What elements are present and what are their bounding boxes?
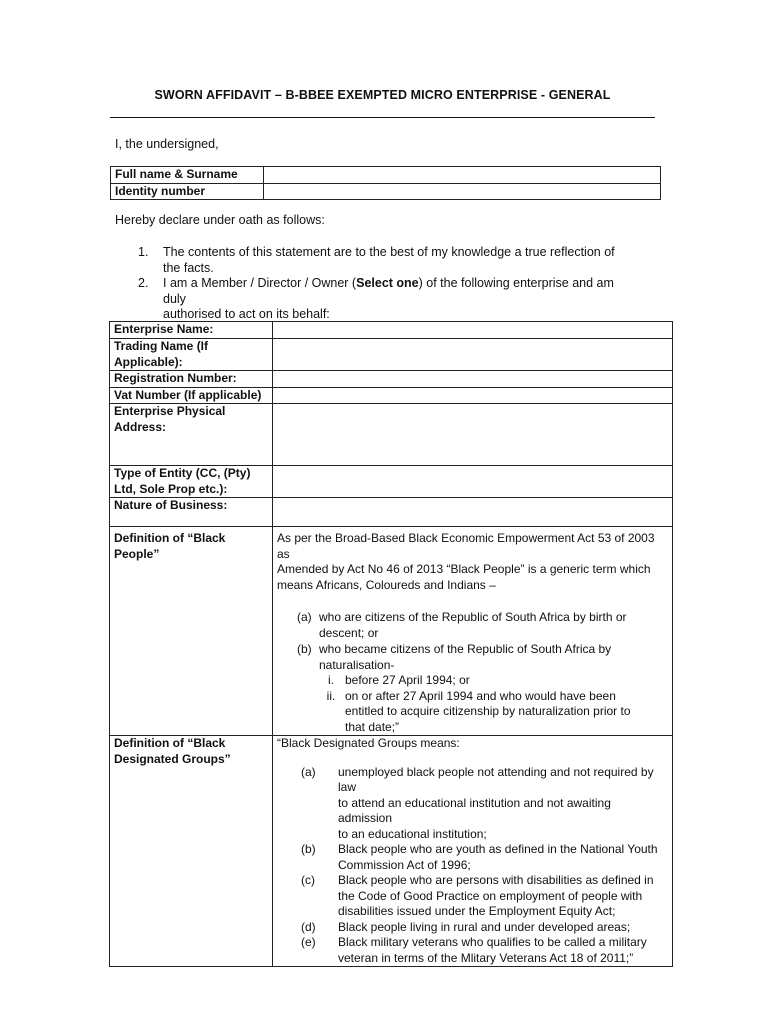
item-1-number: 1. (138, 245, 149, 259)
item-text: naturalisation- (319, 657, 395, 672)
black-people-definition (273, 527, 673, 736)
black-people-label-line-2: People” (114, 546, 160, 561)
enterprise-table (109, 321, 673, 967)
item-text: before 27 April 1994; or (345, 673, 470, 687)
item-text: unemployed black people not attending and not required by law (338, 764, 654, 794)
designated-group-item (277, 935, 668, 966)
declare-text: Hereby declare under oath as follows: (115, 213, 325, 227)
nature-of-business-label: Nature of Business: (110, 498, 273, 527)
registration-number-field[interactable] (273, 371, 673, 388)
black-people-item-i (317, 673, 668, 689)
item-text: Commission Act of 1996; (338, 857, 471, 872)
trading-name-label-line-1: Trading Name (If (114, 339, 209, 353)
identity-number-field[interactable] (264, 183, 661, 200)
item-2-text-c: authorised to act on its behalf: (163, 307, 330, 321)
full-name-field[interactable] (264, 167, 661, 184)
item-text: entitled to acquire citizenship by naturalization prior to (345, 704, 631, 718)
item-key: (c) (301, 873, 315, 887)
identity-number-label: Identity number (111, 183, 264, 200)
item-key: (d) (301, 919, 316, 934)
item-key: (b) (301, 842, 316, 856)
item-key: (b) (297, 642, 312, 656)
black-people-item-ii (317, 689, 668, 736)
black-people-intro-3: means Africans, Coloureds and Indians – (277, 577, 496, 592)
trading-name-label (110, 339, 273, 371)
designated-group-item (277, 920, 668, 936)
entity-type-label (110, 466, 273, 498)
designated-groups-list (277, 765, 668, 967)
designated-group-item (277, 873, 668, 920)
item-2-text-a: I am a Member / Director / Owner ( (163, 276, 357, 290)
table-row (110, 322, 673, 339)
identity-table (110, 166, 661, 200)
item-2-number: 2. (138, 276, 149, 290)
item-text: Black people who are persons with disabilities as defined in (338, 873, 654, 887)
black-people-item-a (297, 610, 668, 641)
table-row (110, 371, 673, 388)
item-text: disabilities issued under the Employment Equity Act; (338, 904, 616, 918)
item-text: Black military veterans who qualifies to be called a military (338, 935, 647, 949)
item-2-select-one: Select one (356, 276, 419, 290)
black-people-item-b (297, 642, 668, 673)
item-text: Black people living in rural and under developed areas; (338, 919, 631, 934)
vat-number-field[interactable] (273, 387, 673, 404)
table-row (110, 736, 673, 967)
physical-address-field[interactable] (273, 404, 673, 466)
trading-name-field[interactable] (273, 339, 673, 371)
table-row (110, 387, 673, 404)
registration-number-label: Registration Number: (110, 371, 273, 388)
title-rule (110, 117, 655, 118)
designated-groups-label (110, 736, 273, 967)
table-row (110, 466, 673, 498)
black-people-label (110, 527, 273, 736)
item-key: (e) (301, 935, 316, 949)
table-row (110, 404, 673, 466)
item-text: descent; or (319, 625, 379, 640)
designated-groups-label-line-2: Designated Groups” (114, 751, 231, 766)
item-text: veteran in terms of the Mlitary Veterans Act 18 of 2011;” (338, 950, 634, 965)
table-row (111, 167, 661, 184)
full-name-label: Full name & Surname (111, 167, 264, 184)
vat-number-label: Vat Number (If applicable) (110, 387, 273, 404)
black-people-label-line-1: Definition of “Black (114, 531, 226, 545)
nature-of-business-field[interactable] (273, 498, 673, 527)
item-text: that date;” (345, 719, 400, 734)
item-key: (a) (297, 610, 312, 624)
table-row (111, 183, 661, 200)
physical-address-label (110, 404, 273, 466)
designated-group-item (277, 765, 668, 843)
trading-name-label-line-2: Applicable): (114, 354, 183, 369)
item-2-text (163, 276, 633, 323)
designated-group-item (277, 842, 668, 873)
item-text: who are citizens of the Republic of South Africa by birth or (319, 610, 627, 624)
designated-groups-intro: “Black Designated Groups means: (277, 736, 460, 750)
intro-text: I, the undersigned, (115, 137, 219, 151)
table-row (110, 339, 673, 371)
enterprise-name-field[interactable] (273, 322, 673, 339)
physical-address-label-line-2: Address: (114, 419, 167, 434)
item-text: the Code of Good Practice on employment of people with (338, 888, 643, 903)
entity-type-field[interactable] (273, 466, 673, 498)
entity-type-label-line-2: Ltd, Sole Prop etc.): (114, 481, 228, 496)
item-text: to an educational institution; (338, 826, 487, 841)
black-people-intro-1: As per the Broad-Based Black Economic Empowerment Act 53 of 2003 as (277, 531, 655, 561)
item-text: to attend an educational institution and not awaiting admission (338, 795, 611, 825)
item-key: i. (328, 673, 334, 687)
entity-type-label-line-1: Type of Entity (CC, (Pty) (114, 466, 251, 480)
designated-groups-label-line-1: Definition of “Black (114, 736, 226, 750)
item-text: who became citizens of the Republic of South Africa by (319, 642, 612, 656)
enterprise-name-label: Enterprise Name: (110, 322, 273, 339)
item-text: on or after 27 April 1994 and who would have been (345, 688, 616, 703)
table-row (110, 498, 673, 527)
item-2-text-b: ) of the following enterprise and am duly (163, 276, 614, 306)
table-row (110, 527, 673, 736)
document-title: SWORN AFFIDAVIT – B-BBEE EXEMPTED MICRO ENTERPRISE - GENERAL (154, 88, 611, 102)
physical-address-label-line-1: Enterprise Physical (114, 404, 226, 418)
item-text: Black people who are youth as defined in the National Youth (338, 842, 658, 856)
item-key: (a) (301, 764, 316, 779)
black-people-intro-2: Amended by Act No 46 of 2013 “Black People” is a generic term which (277, 562, 651, 576)
item-1-text: The contents of this statement are to the best of my knowledge a true reflection of the facts. (163, 245, 615, 275)
designated-groups-definition (273, 736, 673, 967)
item-key: ii. (326, 688, 336, 703)
